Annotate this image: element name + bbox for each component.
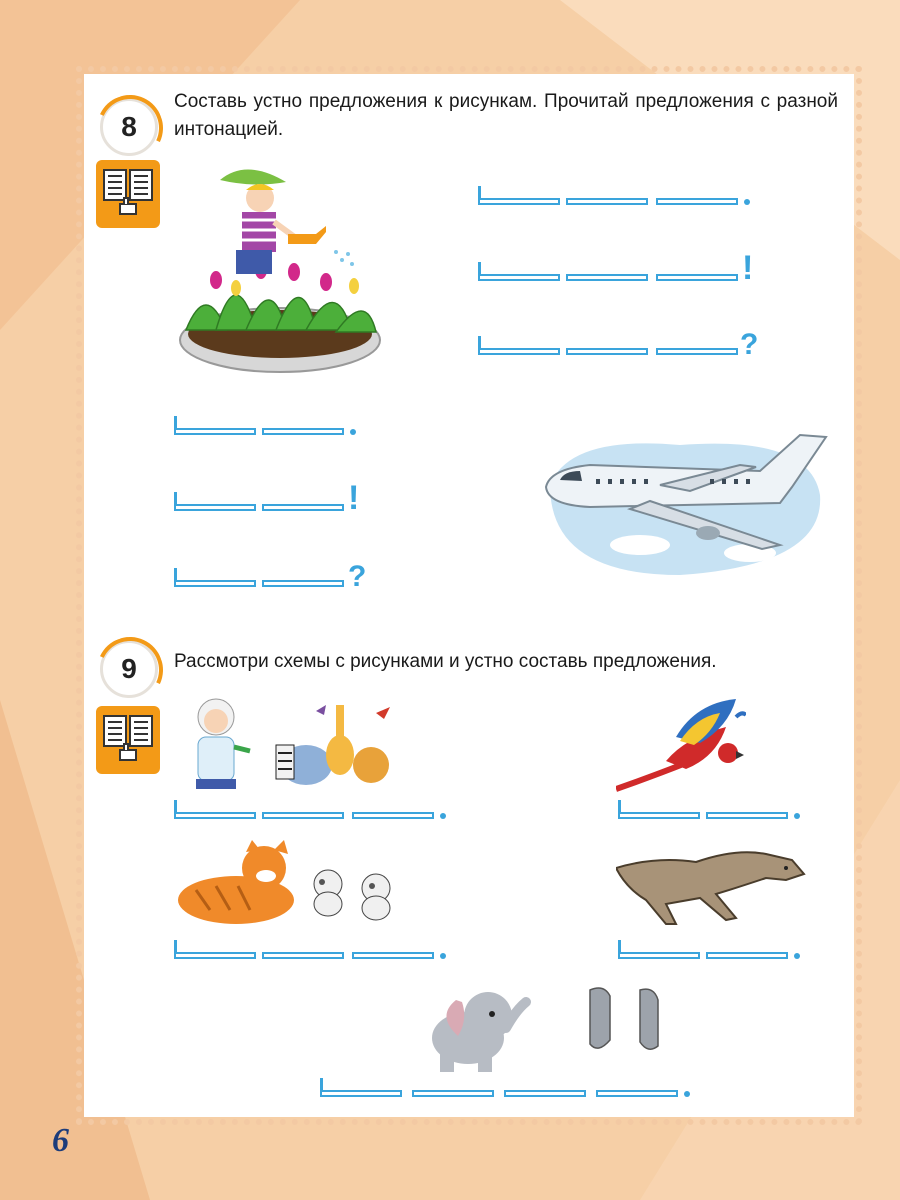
exclamation-mark: !: [348, 479, 360, 517]
question-mark: ?: [348, 560, 367, 593]
girl-watering-flowers-picture: [176, 160, 396, 380]
scheme-statement-1: [478, 186, 758, 210]
doctor-and-animals-picture: [176, 695, 406, 795]
question-mark: ?: [740, 328, 759, 361]
scheme-statement-5: [174, 940, 454, 964]
parrot-picture: [616, 697, 746, 792]
exercise-8-instruction: Составь устно предложения к рисункам. Прочитай предложения с разной интонацией.: [174, 91, 838, 140]
exercise-8-number: 8: [100, 98, 158, 156]
book-icon: [96, 706, 160, 774]
cat-and-kittens-picture: [176, 840, 416, 925]
scheme-exclamation-2: [174, 479, 374, 517]
scheme-exclamation-1: [478, 249, 758, 287]
scheme-statement-3: [174, 800, 454, 824]
scheme-statement-2: [174, 416, 374, 440]
scheme-statement-4: [618, 800, 818, 824]
page-number: 6: [52, 1122, 69, 1159]
scheme-statement-7: [320, 1078, 700, 1102]
wolf-picture: [616, 838, 806, 928]
elephant-and-ears-picture: [418, 980, 678, 1080]
exclamation-mark: !: [742, 249, 754, 287]
scheme-question-1: [478, 328, 759, 361]
exercise-9-instruction: Рассмотри схемы с рисунками и устно составь предложения.: [174, 651, 717, 672]
scheme-question-2: [174, 560, 374, 593]
scheme-statement-6: [618, 940, 818, 964]
exercise-9-number: 9: [100, 640, 158, 698]
airplane-picture: [530, 425, 830, 585]
book-icon: [96, 160, 160, 228]
